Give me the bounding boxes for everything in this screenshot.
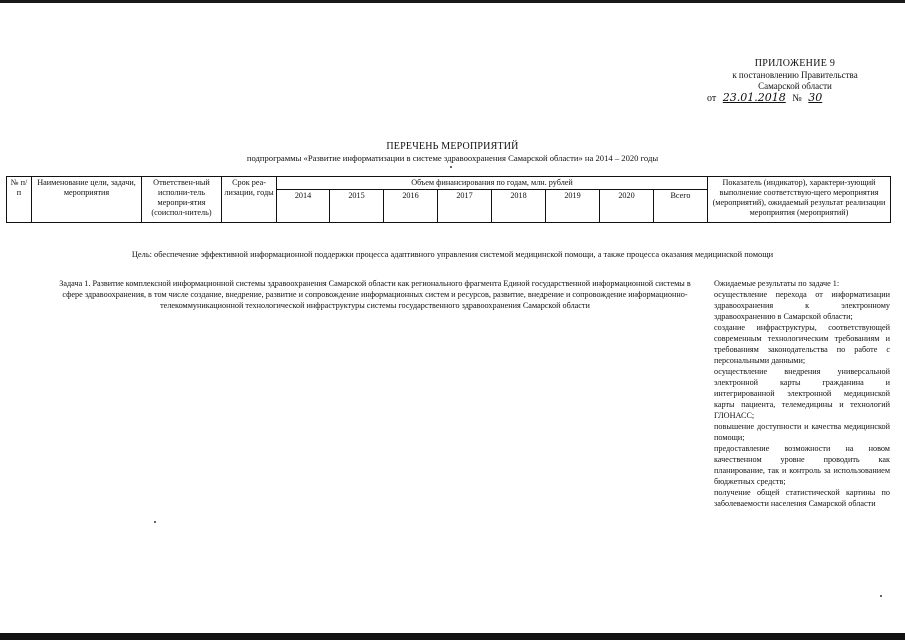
header-year-2017: 2017 bbox=[438, 190, 492, 223]
header-number: № п/п bbox=[7, 177, 32, 223]
task-1-text: Задача 1. Развитие комплексной информационной системы здравоохранения Самарской области как регионального фрагмента Единой государственной информационной системы в сфере здравоохранения, в том числе создание, внедрение, развитие и сопровождение информационных систем и ресурсов, развитие, внедрение и сопровождение информационно-телекоммуникационной технологической инфраструктуры системы государственного здравоохранения Самарской области bbox=[59, 279, 691, 310]
header-year-2014: 2014 bbox=[277, 190, 330, 223]
expected-result-item: предоставление возможности на новом качественном уровне проводить как планирование, так и контроль за использованием бюджетных средств; bbox=[714, 444, 890, 486]
decree-number: 30 bbox=[808, 91, 823, 104]
expected-result-item: повышение доступности и качества медицинской помощи; bbox=[714, 422, 890, 442]
number-prefix: № bbox=[792, 93, 802, 104]
header-year-2016: 2016 bbox=[384, 190, 438, 223]
document-subtitle: подпрограммы «Развитие информатизации в системе здравоохранения Самарской области» на 2014 – 2020 годы bbox=[246, 153, 659, 163]
header-year-2018: 2018 bbox=[492, 190, 546, 223]
header-year-2015: 2015 bbox=[330, 190, 384, 223]
expected-results-heading: Ожидаемые результаты по задаче 1: bbox=[714, 279, 840, 288]
decree-date: 23.01.2018 bbox=[722, 91, 786, 104]
appendix-block bbox=[700, 58, 890, 92]
header-funding: Объем финансирования по годам, млн. рублей bbox=[277, 177, 708, 190]
header-responsible: Ответствен-ный исполни-тель меропри-ятия (соиспол-нитель) bbox=[142, 177, 222, 223]
appendix-title: ПРИЛОЖЕНИЕ 9 bbox=[754, 58, 836, 69]
header-year-2020: 2020 bbox=[600, 190, 654, 223]
header-term: Срок реа-лизации, годы bbox=[222, 177, 277, 223]
header-name: Наименование цели, задачи, мероприятия bbox=[32, 177, 142, 223]
header-year-2019: 2019 bbox=[546, 190, 600, 223]
scan-speck bbox=[154, 521, 156, 523]
scan-speck bbox=[450, 166, 452, 168]
document-title: ПЕРЕЧЕНЬ МЕРОПРИЯТИЙ bbox=[386, 141, 519, 152]
header-total: Всего bbox=[654, 190, 708, 223]
decree-date-line bbox=[707, 91, 877, 104]
scan-edge-bottom bbox=[0, 633, 905, 640]
expected-result-item: осуществление внедрения универсальной электронной карты гражданина и интегрированной электронной медицинской карты пациента, телемедицины и технологий ГЛОНАСС; bbox=[714, 367, 890, 420]
appendix-line-1: к постановлению Правительства bbox=[732, 70, 858, 80]
measures-table-header bbox=[6, 176, 891, 223]
expected-result-item: создание инфраструктуры, соответствующей современным технологическим требованиям и требованиям законодательства по работе с персональными данными; bbox=[714, 323, 890, 365]
expected-result-item: получение общей статистической картины по заболеваемости населения Самарской области bbox=[714, 488, 890, 508]
header-indicator: Показатель (индикатор), характери-зующий выполнение соответствую-щего мероприятия (мероприятий), ожидаемый результат реализации мероприятия (мероприятий) bbox=[708, 177, 891, 223]
expected-result-item: осуществление перехода от информатизации здравоохранения к электронному здравоохранению в Самарской области; bbox=[714, 290, 890, 321]
goal-text: Цель: обеспечение эффективной информационной поддержки процесса адаптивного управления системой медицинской помощи, а также процесса оказания медицинской помощи bbox=[131, 250, 774, 259]
expected-results bbox=[714, 278, 890, 509]
appendix-line-2: Самарской области bbox=[758, 81, 832, 91]
date-prefix: от bbox=[707, 93, 717, 104]
scan-edge-top bbox=[0, 0, 905, 3]
scan-speck bbox=[880, 595, 882, 597]
